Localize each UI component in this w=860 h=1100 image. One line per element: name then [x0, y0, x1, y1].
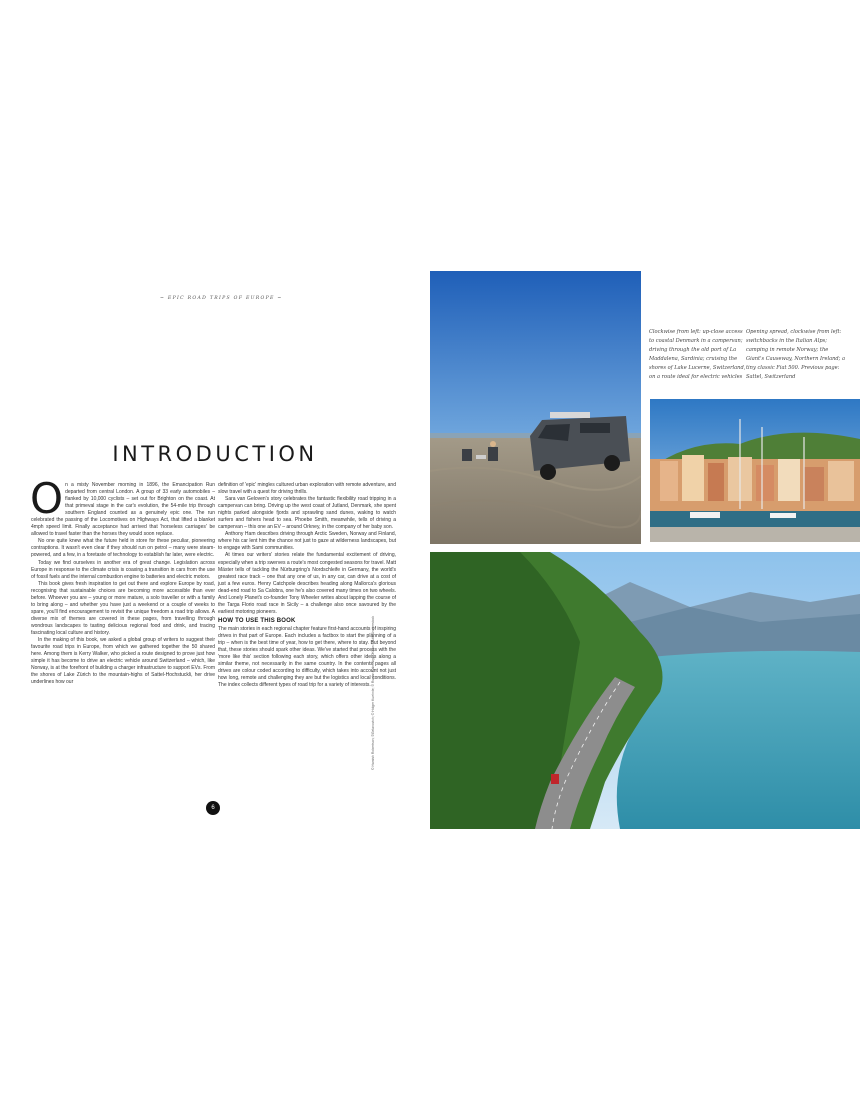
body-paragraph: Sara van Geloven's story celebrates the fantastic flexibility road tripping in a campervan can bring. Driving up the west coast of Jutland, Denmark, she spent nights parked alongside fjords and sprawling sand dunes, waking to watch surfers and fishers head to sea. Phoebe Smith, meanwhile, tells of driving a campervan – this one an EV – around Orkney, in the company of her baby son.: [218, 496, 396, 531]
photo-harbour-town: [650, 399, 860, 542]
page-number-badge: 6: [206, 801, 220, 815]
caption-right: Opening spread, clockwise from left: switchbacks in the Italian Alps; camping in remote Norway; the Giant's Causeway, Northern Ireland; a tiny classic Fiat 500. Previous page: Sattel, Switzerland: [746, 329, 846, 380]
body-paragraph: The main stories in each regional chapter feature first-hand accounts of inspiring drives in that part of Europe. Each includes a factbox to start the planning of a trip – when is the best time of year, how to get there, where to stay. But beyond that, these stories should spark other ideas. We've started that process with the 'more like this' section following each story, which offers other ideas along a similar theme, not necessarily in the same country. In the contents pages all drives are colour coded according to difficulty, which takes into account not just how long, remote and challenging they are but the logistics and local conditions. The index collects different types of road trip for a variety of interests.: [218, 625, 396, 689]
section-heading: HOW TO USE THIS BOOK: [218, 617, 296, 624]
running-head: ~ EPIC ROAD TRIPS OF EUROPE ~: [160, 296, 283, 301]
photo-lake-road: [430, 552, 860, 829]
body-paragraph: Anthony Ham describes driving through Arctic Sweden, Norway and Finland, where his car lent him the chance not just to gaze at wilderness landscapes, but to engage with Sami communities.: [218, 531, 396, 552]
body-column-left: [30, 474, 215, 686]
body-paragraph: On a misty November morning in 1896, the Emancipation Run departed from central London. A group of 33 early automobiles – flanked by 10,000 cyclists – set out for Brighton on the coast. At that primeval stage in the car's evolution, the 54-mile trip through southern England counted as a genuinely epic one. The run celebrated the passing of the Locomotives on Highways Act, that lifted a blanket 4mph speed limit. Finally acceptance had arrived that 'horseless carriages' be allowed to travel faster than the horses they would soon replace.: [30, 474, 215, 538]
body-paragraph: No one quite knew what the future held in store for these peculiar, pioneering contraptions. It wasn't even clear if they should run on petrol – many were steam-powered, and a few, in a foretaste of technology to establish far later, were electric.: [31, 538, 215, 559]
body-paragraph: In the making of this book, we asked a global group of writers to suggest their favourite road trips in Europe, from which we gathered together the 50 shared here. Among them is Kerry Walker, who picked a route designed to prove just how simple it has become to drive an electric vehicle around Switzerland – which, like Norway, is at the forefront of building a charger infrastructure to support EVs. From the shores of Lake Zürich to the mountain-highs of Sattel-Hochstuckli, her drive underlines how our: [31, 637, 215, 686]
car-icon: [551, 774, 559, 784]
photo-credit: © Hamish Robertson; ©Gelanovich; © Holger Kuehnle; © Ruslan Kalnitsky; ©Kilian Fauth/Shutterstock: [371, 615, 375, 770]
page-title: INTRODUCTION: [112, 442, 318, 467]
body-paragraph: At times our writers' stories relate the fundamental excitement of driving, especially when a trip swerves a route's most congested seasons for travel. Matt Mäster tells of tackling the Nürburgring's Nordschleife in Germany, the world's greatest race track – one that any one of us, in any car, can drive at a cost of just a few euros. Henry Catchpole describes heading along Mallorca's glorious dead-end road to Sa Calobra, one he's also covered many times on two wheels. And Lonely Planet's co-founder Tony Wheeler writes about lapping the course of the Targa Florio road race in Sicily – a challenge also once savoured by the earliest motoring pioneers.: [218, 552, 396, 615]
body-column-right: [218, 482, 396, 689]
drop-cap: O: [30, 474, 64, 523]
body-paragraph: This book gives fresh inspiration to get out there and explore Europe by road, recognising that sustainable choices are becoming more accessible than ever before. Whoever you are – young or more mature, a solo traveller or with a family to bring along – and whether you have just a weekend or a couple of weeks to spare, you'll find encouragement to revisit the unique freedom a road trip allows. A diverse mix of themes are covered in these pages, from travelling through wondrous landscapes to tasting delicious regional food and drink, and tracing fascinating local culture and history.: [31, 580, 215, 636]
body-paragraph: Today we find ourselves in another era of great change. Legislation across Europe in response to the climate crisis is coaxing a transition in cars from the use of fossil fuels and the internal combustion engine to batteries and electric motors.: [31, 559, 215, 580]
photo-campervan-beach: [430, 271, 641, 544]
caption-left: Clockwise from left: up-close access to coastal Denmark in a campervan; driving through the old port of La Maddalena, Sardinia; cruising the shores of Lake Lucerne, Switzerland, on a route ideal for electric vehicles: [649, 329, 746, 380]
body-paragraph: definition of 'epic' mingles cultured urban exploration with remote adventure, and slow travel with a quest for driving thrills.: [218, 482, 396, 496]
